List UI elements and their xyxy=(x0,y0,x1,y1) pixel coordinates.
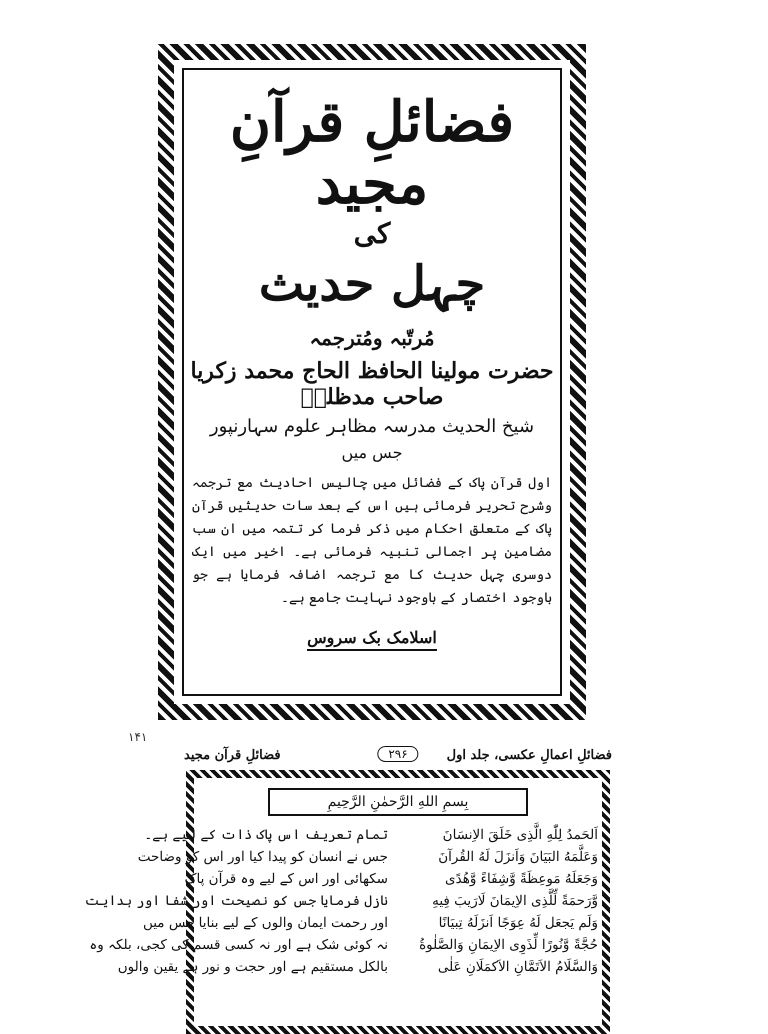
urdu-line: جس نے انسان کو پیدا کیا اور اس کو وضاحت xyxy=(137,849,388,865)
header-chapter-title: فضائلِ قرآن مجید xyxy=(184,748,281,763)
urdu-line: بالکل مستقیم ہے اور حجت و نور ہے یقین والوں xyxy=(117,959,388,975)
arabic-line: حُجَّةً وَّنُورًا لِّذَوِی الاِیمَانِ وَالصَّلٰوةُ xyxy=(419,937,598,953)
header-book-series: فضائلِ اعمالِ عکسی، جلد اول xyxy=(446,748,612,763)
title-page xyxy=(158,44,586,720)
urdu-line: اور رحمت ایمان والوں کے لیے بنایا جس میں xyxy=(142,915,388,931)
arabic-line: وَعَلَّمَهُ البَیَانَ وَاَنزَلَ لَهُ القُرآنَ xyxy=(438,849,598,865)
basmala: بِسمِ اللهِ الرَّحمٰنِ الرَّحِیمِ xyxy=(327,794,469,810)
text-columns xyxy=(84,824,598,1024)
arabic-line: وَجَعَلَهُ مَوعِظَةً وَّشِفَاءً وَّهُدًی xyxy=(445,871,598,887)
basmala-box xyxy=(268,788,528,816)
publisher-name: اسلامک بک سروس xyxy=(307,628,437,651)
author-position: شیخ الحدیث مدرسہ مظاہر علوم سہارنپور xyxy=(209,416,535,438)
urdu-line: نازل فرمایا جس کو نصیحت اور شفا اور ہدایت xyxy=(84,893,388,909)
compiled-by-label: مُرتّبہ ومُترجمہ xyxy=(309,326,435,351)
page-number: ۲۹۶ xyxy=(377,746,418,762)
arabic-line: وَالسَّلَامُ الاَتَمَّانِ الاَکمَلَانِ عَلٰی xyxy=(437,959,598,975)
book-subtitle: چہل حدیث xyxy=(258,256,486,313)
page-header xyxy=(178,746,618,770)
book-title: فضائلِ قرآنِ مجید xyxy=(229,89,515,217)
arabic-line: وَّرَحمَةً لِّلَّذِی الاِیمَانَ لَارَیبَ فِیهِ xyxy=(432,893,598,909)
author-name: حضرت مولینا الحافظ الحاج محمد زکریا صاحب مدظلہٗ xyxy=(190,358,554,411)
arabic-line: وَلَم یَجعَل لَهُ عِوَجًا اَنزَلَهُ تِبیَانًا xyxy=(438,915,598,931)
urdu-line: سکھائی اور اس کے لیے وہ قرآن پاک xyxy=(184,871,388,887)
arabic-line: اَلحَمدُ لِلّٰهِ الَّذِی خَلَقَ الاِنسَانَ xyxy=(442,827,598,843)
title-page-content xyxy=(188,84,556,690)
title-connector: کی xyxy=(353,217,391,251)
contents-intro: جس میں xyxy=(341,443,403,463)
book-description: اول قرآن پاک کے فضائل میں چالیس احادیث مع ترجمہ وشرح تحریر فرمائی ہیں اس کے بعد سات حدیثیں قرآن پاک کے متعلق احکام میں ذکر فرما کر تتمہ میں ان سب مضامین پر اجمالی تنبیہ فرمائی ہے۔ اخیر میں ایک دوسری چہل حدیث کا مع ترجمہ اضافہ فرمایا ہے جو باوجود اختصار کے باوجود نہایت جامع ہے۔ xyxy=(192,475,552,606)
urdu-line: تمام تعریف اس پاک ذات کے لیے ہے۔ xyxy=(144,827,388,843)
page-side-mark: ۱۴۱ xyxy=(128,730,148,744)
urdu-line: نہ کوئی شک ہے اور نہ کسی قسم کی کجی، بلکہ وہ xyxy=(89,937,388,953)
arabic-column xyxy=(408,824,598,978)
text-page xyxy=(84,746,618,1024)
urdu-translation-column xyxy=(84,824,388,978)
